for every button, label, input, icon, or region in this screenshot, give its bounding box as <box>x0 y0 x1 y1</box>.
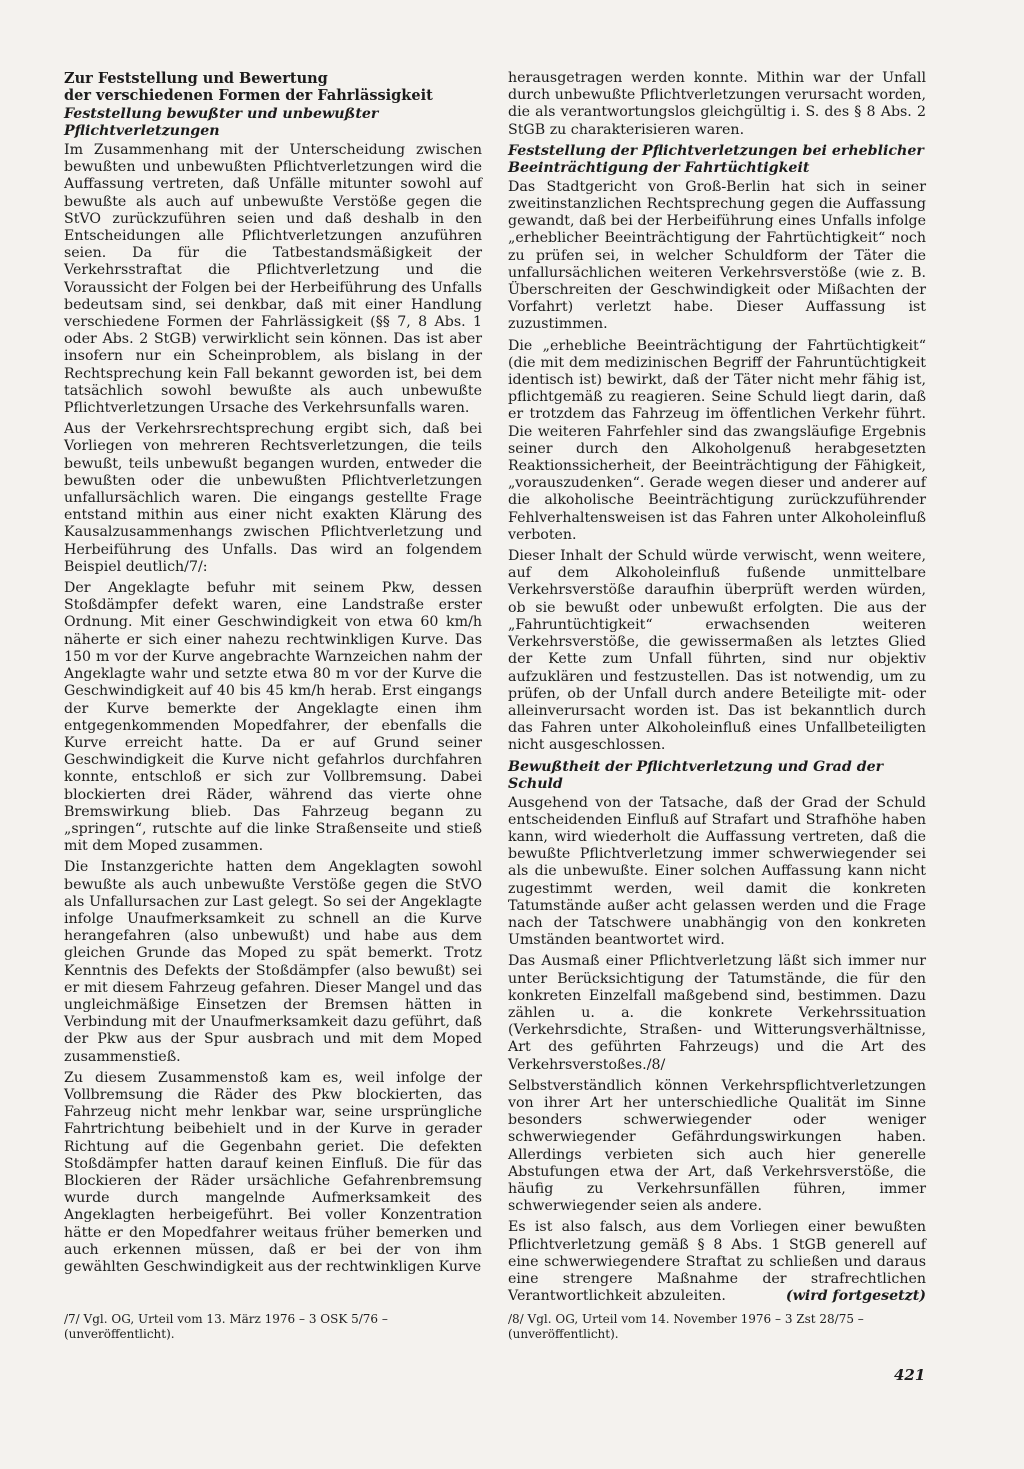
paragraph-text: Es ist also falsch, aus dem Vorliegen einer bewußten Pflichtverletzung gemäß § 8 Abs. 1 StGB generell auf eine schwerwiegendere Straftat zu schließen und daraus eine strengere Maßnahme der strafrechtlichen Verantwortlichkeit abzuleiten. <box>508 1219 926 1305</box>
subheading-line-2: Pflichtverletzungen <box>64 123 220 139</box>
section-heading <box>64 70 482 104</box>
paragraph-last <box>508 1219 926 1305</box>
left-column <box>64 70 482 1280</box>
footnote-7: /7/ Vgl. OG, Urteil vom 13. März 1976 – 3 OSK 5/76 – (unveröffentlicht). <box>64 1312 388 1341</box>
paragraph: Aus der Verkehrsrechtsprechung ergibt sich, daß bei Vorliegen von mehreren Rechtsverletzungen, die teils bewußt, teils unbewußt begangen wurden, entweder die bewußten oder die unbewußten Pflichtverletzungen unfallursächlich waren. Die eingangs gestellte Frage entstand mithin aus einer nicht exakten Klärung des Kausalzusammenhangs zwischen Pflichtverletzung und Herbeiführung des Unfalls. Das wird an folgendem Beispiel deutlich/7/: <box>64 421 482 575</box>
paragraph: Selbstverständlich können Verkehrspflichtverletzungen von ihrer Art her unterschiedliche Qualität im Sinne besonders schwerwiegender oder weniger schwerwiegender Gefährdungswirkungen haben. Allerdings verbieten sich auch hier generelle Abstufungen etwa der Art, daß Verkehrsverstöße, die häufig zu Verkehrsunfällen führen, immer schwerwiegender seien als andere. <box>508 1077 926 1215</box>
subheading-line-1: Feststellung der Pflichtverletzungen bei erheblicher <box>508 142 924 159</box>
footnote-8: /8/ Vgl. OG, Urteil vom 14. November 1976 – 3 Zst 28/75 – (unveröffentlicht). <box>508 1312 864 1341</box>
heading-line-1: Zur Feststellung und Bewertung <box>64 70 328 87</box>
subheading-fahrtuechtigkeit <box>508 143 926 177</box>
paragraph: Die „erhebliche Beeinträchtigung der Fahrtüchtigkeit“ (die mit dem medizinischen Begriff der Fahruntüchtigkeit identisch ist) bewirkt, daß der Täter nicht mehr fähig ist, pflichtgemäß zu reagieren. Seine Schuld liegt darin, daß er trotzdem das Fahrzeug im öffentlichen Verkehr führt. Die weiteren Fahrfehler sind das zwangsläufige Ergebnis seiner durch den Alkoholgenuß herabgesetzten Reaktionssicherheit, der Beeinträchtigung der Fähigkeit, „vorauszudenken“. Gerade wegen dieser und anderer auf die alkoholische Beeinträchtigung zurückzuführender Fehlverhaltensweisen ist das Fahren unter Alkoholeinfluß verboten. <box>508 337 926 543</box>
subheading-line-2: Beeinträchtigung der Fahrtüchtigkeit <box>508 159 810 176</box>
paragraph: Im Zusammenhang mit der Unterscheidung zwischen bewußten und unbewußten Pflichtverletzungen wird die Auffassung vertreten, daß Unfälle mitunter sowohl auf bewußte als auch auf unbewußte Verstöße gegen die StVO zurückzuführen seien und daß deshalb in den Entscheidungen alle Pflichtverletzungen anzuführen seien. Da für die Tatbestandsmäßigkeit der Verkehrsstraftat die Pflichtverletzung und die Voraussicht der Folgen bei der Herbeiführung des Unfalls bedeutsam sind, sei denkbar, daß mit einer Handlung verschiedene Formen der Fahrlässigkeit (§§ 7, 8 Abs. 1 oder Abs. 2 StGB) verwirklicht sein können. Das ist aber insofern nur ein Scheinproblem, als bislang in der Rechtsprechung kein Fall bekannt geworden ist, bei dem tatsächlich sowohl bewußte als auch unbewußte Pflichtverletzungen Ursache des Verkehrsunfalls waren. <box>64 142 482 417</box>
paragraph: Die Instanzgerichte hatten dem Angeklagten sowohl bewußte als auch unbewußte Verstöße gegen die StVO als Unfallursachen zur Last gelegt. So sei der Angeklagte infolge Unaufmerksamkeit zu schnell an die Kurve herangefahren (also unbewußt) und habe aus dem gleichen Grunde das Moped zu spät bemerkt. Trotz Kenntnis des Defekts der Stoßdämpfer (also bewußt) sei er mit diesem Fahrzeug gefahren. Dieser Mangel und das ungleichmäßige Einsetzen der Bremsen hätten in Verbindung mit der Unaufmerksamkeit dazu geführt, daß der Pkw aus der Spur ausbrach und mit dem Moped zusammenstieß. <box>64 859 482 1065</box>
continued-note: (wird fortgesetzt) <box>785 1288 926 1305</box>
paragraph: Dieser Inhalt der Schuld würde verwischt, wenn weitere, auf dem Alkoholeinfluß fußende unmittelbare Verkehrsverstöße daraufhin überprüft werden würden, ob sie bewußt oder unbewußt erfolgten. Die aus der „Fahruntüchtigkeit“ erwachsenden weiteren Verkehrsverstöße, die gewissermaßen als letztes Glied der Kette zum Unfall führten, sind nur objektiv aufzuklären und festzustellen. Das ist notwendig, um zu prüfen, ob der Unfall durch andere Beteiligte mit- oder alleinverursacht worden ist. Das ist bekanntlich durch das Fahren unter Alkoholeinfluß eines Unfallbeteiligten nicht ausgeschlossen. <box>508 548 926 754</box>
paragraph: herausgetragen werden konnte. Mithin war der Unfall durch unbewußte Pflichtverletzungen verursacht worden, die als verantwortungslos gleichgültig i. S. des § 8 Abs. 2 StGB zu charakterisieren waren. <box>508 70 926 138</box>
right-column <box>508 70 926 1309</box>
subheading-line-1: Feststellung bewußter und unbewußter <box>64 106 379 122</box>
paragraph: Der Angeklagte befuhr mit seinem Pkw, dessen Stoßdämpfer defekt waren, eine Landstraße erster Ordnung. Mit einer Geschwindigkeit von etwa 60 km/h näherte er sich einer nahezu rechtwinkligen Kurve. Das 150 m vor der Kurve angebrachte Warnzeichen nahm der Angeklagte wahr und setzte etwa 80 m vor der Kurve die Geschwindigkeit auf 40 bis 45 km/h herab. Erst eingangs der Kurve bemerkte der Angeklagte einen ihm entgegenkommenden Mopedfahrer, der ebenfalls die Kurve erreicht hatte. Da er auf Grund seiner Geschwindigkeit die Kurve nicht gefahrlos durchfahren konnte, entschloß er sich zur Vollbremsung. Dabei blockierten drei Räder, während das vierte ohne Bremswirkung blieb. Das Fahrzeug begann zu „springen“, rutschte auf die linke Straßenseite und stieß mit dem Moped zusammen. <box>64 580 482 855</box>
heading-line-2: der verschiedenen Formen der Fahrlässigkeit <box>64 87 433 104</box>
paragraph: Zu diesem Zusammenstoß kam es, weil infolge der Vollbremsung die Räder des Pkw blockierten, das Fahrzeug nicht mehr lenkbar war, seine ursprüngliche Fahrtrichtung beibehielt und in der Kurve in gerader Richtung auf die Gegenbahn geriet. Die defekten Stoßdämpfer hatten darauf keinen Einfluß. Die für das Blockieren der Räder ursächliche Gefahrenbremsung wurde durch mangelnde Aufmerksamkeit des Angeklagten herbeigeführt. Bei voller Konzentration hätte er den Mopedfahrer weitaus früher bemerken und auch erkennen müssen, daß er bei der von ihm gewählten Geschwindigkeit aus der rechtwinkligen Kurve <box>64 1069 482 1275</box>
subheading-bewusste-pflichtverletzungen <box>64 106 482 140</box>
paragraph: Ausgehend von der Tatsache, daß der Grad der Schuld entscheidenden Einfluß auf Strafart und Strafhöhe haben kann, wird wiederholt die Auffassung vertreten, daß die bewußte Pflichtverletzung immer schwerwiegender sei als die unbewußte. Einer solchen Auffassung kann nicht zugestimmt werden, weil damit die konkreten Tatumstände außer acht gelassen werden und die Frage nach der Tatschwere unabhängig von den konkreten Umständen beantwortet wird. <box>508 794 926 949</box>
page-number: 421 <box>894 1366 926 1384</box>
subheading-grad-der-schuld: Bewußtheit der Pflichtverletzung und Grad der Schuld <box>508 758 884 792</box>
paragraph: Das Stadtgericht von Groß-Berlin hat sich in seiner zweitinstanzlichen Rechtsprechung gegen die Auffassung gewandt, daß bei der Herbeiführung eines Unfalls infolge „erheblicher Beeinträchtigung der Fahrtüchtigkeit“ noch zu prüfen sei, in welcher Schuldform der Täter die unfallursächlichen weiteren Verkehrsverstöße (wie z. B. Überschreiten der Geschwindigkeit oder Mißachten der Vorfahrt) verletzt habe. Dieser Auffassung ist zuzustimmen. <box>508 178 926 333</box>
paragraph: Das Ausmaß einer Pflichtverletzung läßt sich immer nur unter Berücksichtigung der Tatumstände, die für den konkreten Einzelfall maßgebend sind, bestimmen. Dazu zählen u. a. die konkrete Verkehrssituation (Verkehrsdichte, Straßen- und Witterungsverhältnisse, Art des geführten Fahrzeugs) und die Art des Verkehrsverstoßes./8/ <box>508 953 926 1073</box>
